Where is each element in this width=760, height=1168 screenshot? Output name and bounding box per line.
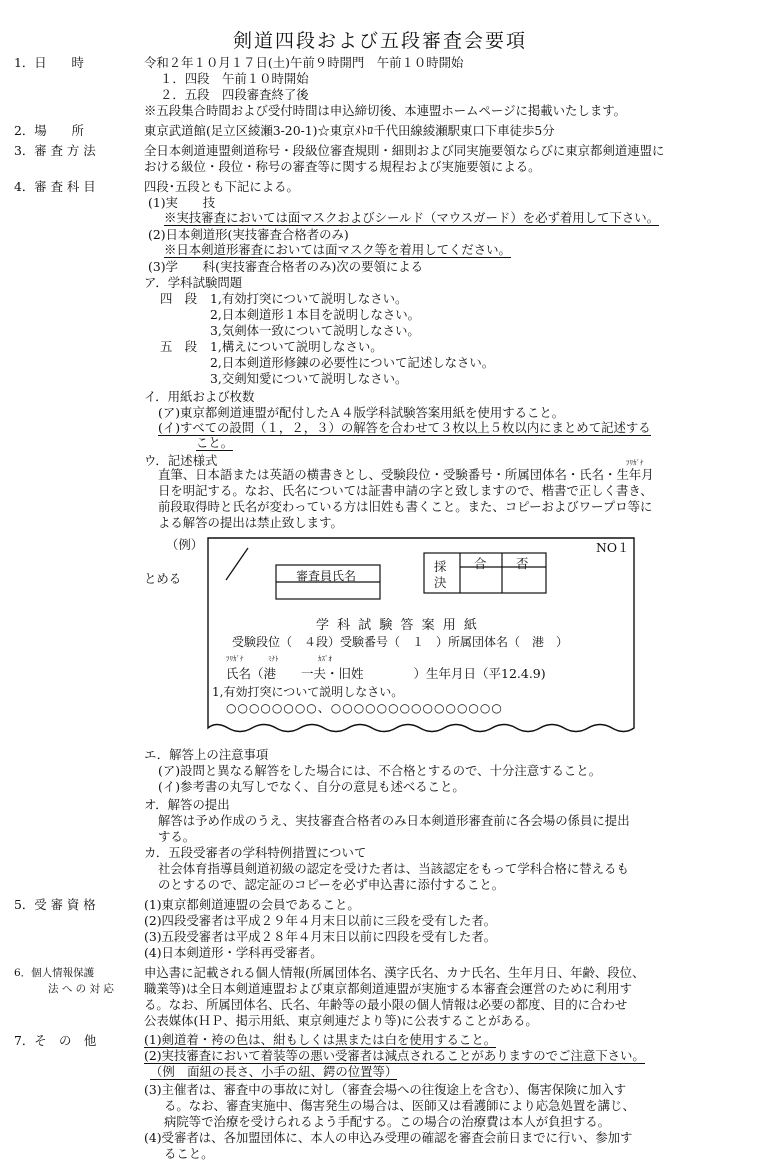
s7-line-6: 病院等で治療を受けられるよう手配する。この場合の治療費は本人が負担する。	[164, 1114, 611, 1129]
s4-k-2: のとするので、認定証のコピーを必ず申込書に添付すること。	[158, 877, 505, 892]
s3-line-2: おける級位・段位・称号の審査等に関する規程および実施要領による。	[144, 159, 541, 174]
s5-line-4: (4)日本剣道形・学科再受審者。	[144, 945, 323, 960]
s5-line-2: (2)四段受審者は平成２９年４月末日以前に三段を受有した者。	[144, 913, 497, 928]
s4-u-4: よる解答の提出は禁止致します。	[158, 515, 343, 530]
s4-a-heading: ア．学科試験問題	[144, 275, 243, 290]
s4-i-2b: こと。	[196, 435, 234, 450]
fail-label: 否	[516, 556, 529, 571]
s4-u-heading: ウ．記述様式	[144, 453, 218, 468]
s7-line-4: (3)主催者は、審査中の事故に対し（審査会場への往復途上を含む）、傷害保険に加入す	[144, 1082, 627, 1097]
form-row-3: 1,有効打突について説明しなさい。	[212, 685, 404, 699]
u-furigana: ﾌﾘｶﾞﾅ	[626, 459, 644, 467]
s1-line-1: 令和２年１０月１７日(土)午前９時開門 午前１０時開始	[144, 55, 464, 70]
form-row-1: 受験段位（ ４段）受験番号（ １ ）所属団体名（ 港 ）	[232, 635, 569, 649]
saiketsu-label-1: 採	[434, 559, 447, 574]
s4-e-2: (イ)参考書の丸写しでなく、自分の意見も述べること。	[158, 779, 465, 794]
q5-3: 3,交剣知愛について説明しなさい。	[210, 371, 408, 386]
examiner-name-label: 審査員氏名	[296, 569, 357, 583]
s6-line-4: 公表媒体(ＨＰ、掲示用紙、東京剣連だより等)に公表することがある。	[144, 1013, 538, 1028]
s4-item-1-note: ※実技審査においては面マスクおよびシールド（マウスガード）を必ず着用して下さい。	[164, 210, 660, 225]
s4-k-1: 社会体育指導員剣道初級の認定を受けた者は、当該認定をもって学科合格に替えるも	[158, 861, 629, 876]
s4-i-1: (ア)東京都剣道連盟が配付したＡ４版学科試験答案用紙を使用すること。	[158, 405, 565, 420]
s4-o-2: する。	[158, 829, 196, 844]
q5-2: 2,日本剣道形修錬の必要性について記述しなさい。	[210, 355, 495, 370]
s4-u-3: 前段取得時と氏名が変わっている方は旧姓も書くこと。また、コピーおよびワープロ等に	[158, 499, 653, 514]
form-staple-label: とめる	[144, 571, 182, 586]
form-row-4: ○○○○○○○○、○○○○○○○○○○○○○○○	[226, 701, 503, 715]
pass-label: 合	[474, 556, 487, 571]
form-furi-1: ﾌﾘｶﾞﾅ	[226, 655, 244, 663]
s4-o-heading: オ．解答の提出	[144, 797, 230, 812]
s7-line-8: ること。	[164, 1146, 214, 1161]
s4-i-2: (イ)すべての設問（１，２，３）の解答を合わせて３枚以上５枚以内にまとめて記述する	[158, 420, 651, 435]
s6-line-2: 職業等)は全日本剣道連盟および東京都剣道連盟が実施する本審査会運営のために利用す	[144, 981, 633, 996]
s2-line-1: 東京武道館(足立区綾瀬3-20-1)☆東京ﾒﾄﾛ千代田線綾瀬駅東口下車徒歩5分	[144, 123, 555, 138]
s3-line-1: 全日本剣道連盟剣道称号・段級位審査規則・細則および同実施要領ならびに東京都剣道連盟に	[144, 143, 665, 158]
s4-u-2: 日を明記する。なお、氏名については証書申請の字と致しますので、楷書で正しく書き、	[158, 483, 653, 498]
s4-item-1: (1)実 技	[148, 195, 216, 210]
form-furi-3: ｶｽﾞｵ	[318, 655, 332, 663]
s1-line-3: ２．五段 四段審査終了後	[160, 87, 309, 102]
page-title: 剣道四段および五段審査会要項	[232, 30, 527, 52]
s7-line-2: (2)実技審査において着装等の悪い受審者は減点されることがありますのでご注意下さい。	[144, 1048, 645, 1063]
section-3-label: 3．審 査 方 法	[14, 143, 96, 158]
section-2-label: 2．場 所	[14, 123, 84, 138]
s5-line-3: (3)五段受審者は平成２８年４月末日以前に四段を受有した者。	[144, 929, 497, 944]
s7-line-7: (4)受審者は、各加盟団体に、本人の申込み受理の確認を審査会前日までに行い、参加す	[144, 1130, 633, 1145]
q5-1: 1,構えについて説明しなさい。	[210, 339, 383, 354]
section-6-label-2: 法 へ の 対 応	[48, 983, 114, 995]
section-1-label: 1．日 時	[14, 55, 84, 70]
s1-line-2: １．四段 午前１０時開始	[160, 71, 309, 86]
s6-line-3: る。なお、所属団体名、氏名、年齢等の最小限の個人情報は必要の都度、目的に合わせ	[144, 997, 628, 1012]
section-7-label: 7．そ の 他	[14, 1033, 97, 1048]
s4-item-3: (3)学 科(実技審査合格者のみ)次の要領による	[148, 259, 424, 274]
form-furi-2: ﾐﾅﾄ	[268, 655, 279, 663]
q5-heading: 五 段	[160, 339, 198, 354]
s6-line-1: 申込書に記載される個人情報(所属団体名、漢字氏名、カナ氏名、生年月日、年齢、段位、	[144, 965, 645, 980]
q4-heading: 四 段	[160, 291, 198, 306]
s4-o-1: 解答は予め作成のうえ、実技審査合格者のみ日本剣道形審査前に各会場の係員に提出	[158, 813, 630, 828]
section-6-label: 6．個人情報保護	[14, 967, 95, 979]
section-4-label: 4．審 査 科 目	[14, 179, 96, 194]
s4-i-heading: イ．用紙および枚数	[144, 389, 255, 404]
q4-3: 3,気剣体一致について説明しなさい。	[210, 323, 420, 338]
s4-item-2-note: ※日本剣道形審査においては面マスク等を着用してください。	[164, 242, 511, 257]
s4-item-2: (2)日本剣道形(実技審査合格者のみ)	[148, 227, 349, 242]
s1-line-4: ※五段集合時間および受付時間は申込締切後、本連盟ホームページに掲載いたします。	[144, 103, 626, 118]
s5-line-1: (1)東京都剣道連盟の会員であること。	[144, 897, 360, 912]
s4-k-heading: カ．五段受審者の学科特例措置について	[144, 845, 367, 860]
s4-e-1: (ア)設問と異なる解答をした場合には、不合格とするので、十分注意すること。	[158, 763, 602, 778]
section-5-label: 5．受 審 資 格	[14, 897, 96, 912]
form-number: NO１	[596, 540, 630, 555]
s7-line-3: （例 面紐の長さ、小手の紐、鍔の位置等）	[150, 1064, 398, 1079]
q4-1: 1,有効打突について説明しなさい。	[210, 291, 408, 306]
q4-2: 2,日本剣道形１本目を説明しなさい。	[210, 307, 421, 322]
form-row-2: 氏名（港 一夫・旧姓 ）生年月日（平12.4.9)	[226, 666, 546, 681]
s7-line-1: (1)剣道着・袴の色は、紺もしくは黒または白を使用すること。	[144, 1032, 497, 1047]
form-example-label: （例）	[166, 537, 204, 552]
s4-intro: 四段･五段とも下記による。	[144, 179, 299, 194]
form-heading: 学 科 試 験 答 案 用 紙	[316, 618, 479, 633]
s7-line-5: る。なお、審査実施中、傷害発生の場合は、医師又は看護師により応急処置を講じ、	[164, 1098, 635, 1113]
saiketsu-label-2: 決	[434, 575, 447, 590]
s4-u-1: 直筆、日本語または英語の横書きとし、受験段位・受験番号・所属団体名・氏名・生年月	[158, 467, 654, 482]
s4-e-heading: エ．解答上の注意事項	[144, 747, 269, 762]
